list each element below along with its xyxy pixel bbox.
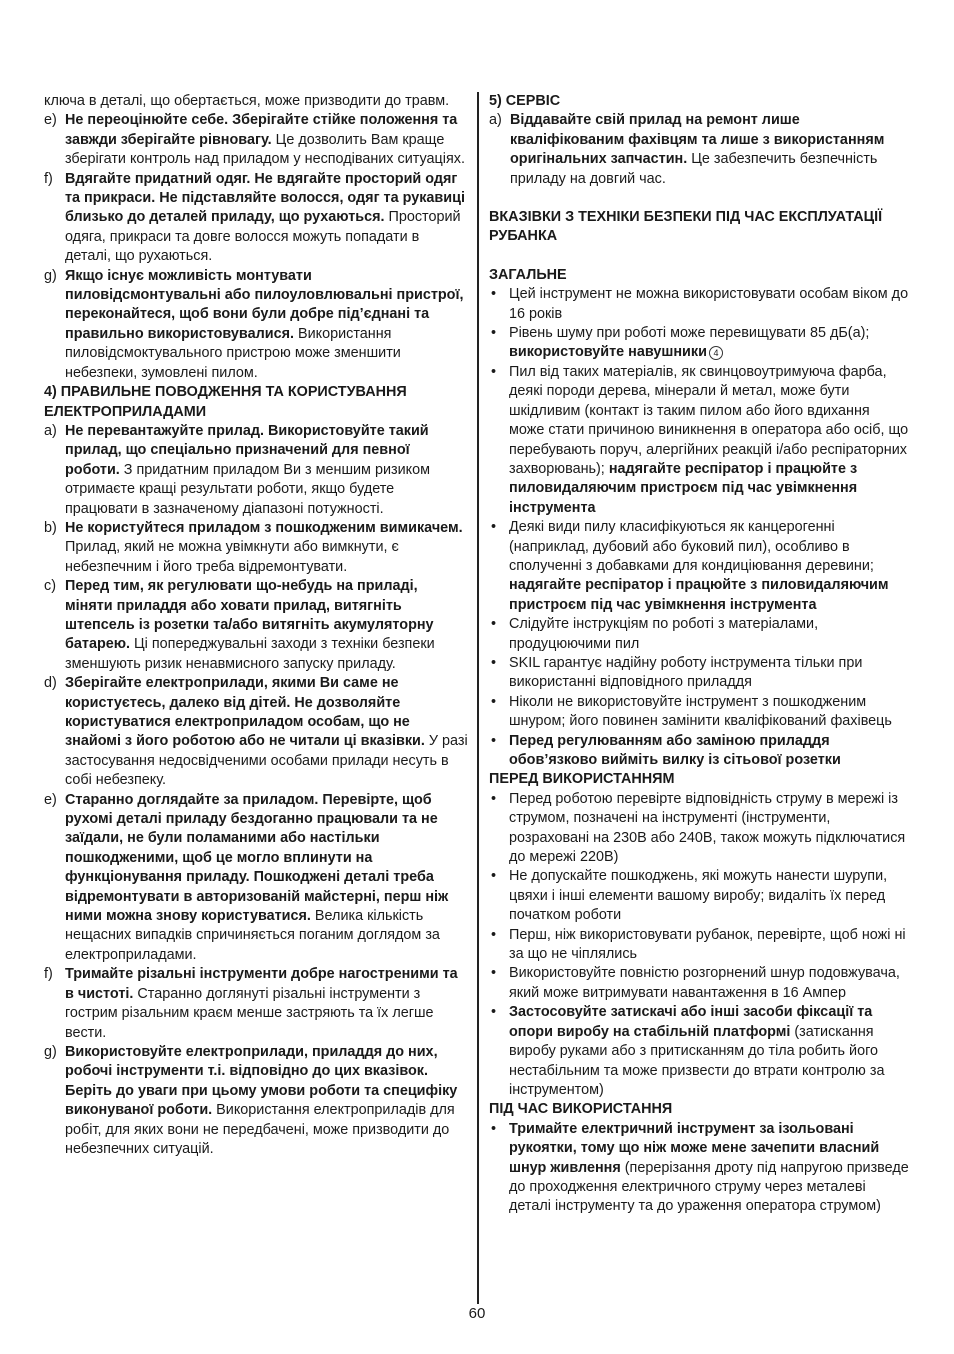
bullet-item: • Використовуйте повністю розгорнений шнур подовжувача, який може витримувати навантаження в 16 Ампер: [491, 965, 900, 1001]
safety-heading: ВКАЗІВКИ З ТЕХНІКИ БЕЗПЕКИ ПІД ЧАС ЕКСПЛУАТАЦІЇ РУБАНКА: [489, 209, 883, 245]
list-item: a) Віддавайте свій прилад на ремонт лише кваліфікованим фахівцям та лише з використанням оригінальних запчастин. Це забезпечить безпечність приладу на довгий час.: [489, 112, 885, 187]
list-item: b) Не користуйтеся приладом з пошкодженим вимикачем. Прилад, який не можна увімкнути або вимкнути, є небезпечним і його треба відремонтувати.: [44, 519, 463, 575]
right-column: [489, 92, 909, 1217]
bullet-item: • Слідуйте інструкціям по роботі з матеріалами, продуцюючими пил: [491, 616, 819, 652]
list-item: g) Використовуйте електроприлади, приладдя до них, робочі інструменти т.і. відповідно до цих вказівок. Беріть до уваги при цьому умови роботи та специфіку виконуваної роботи. Використання електроприладів для робіт, для яких вони не передбачені, може призводити до небезпечних ситуацій.: [44, 1043, 458, 1157]
before-heading: ПЕРЕД ВИКОРИСТАННЯМ: [489, 771, 675, 788]
continuation-text: ключа в деталі, що обертається, може призводити до травм.: [44, 93, 450, 109]
page-number: 60: [468, 1305, 486, 1322]
bullet-item: • Рівень шуму при роботі може перевищувати 85 дБ(а); використовуйте навушники 4: [491, 325, 870, 361]
list-item: f) Вдягайте придатний одяг. Не вдягайте просторий одяг та прикраси. Не підставляйте волосся, одяг та рукавиці близько до деталей приладу, що рухаються. Просторий одяга, прикраси та довге волосся можуть попадати в деталі, що рухаються.: [44, 170, 465, 265]
list-item: e) Старанно доглядайте за приладом. Перевірте, щоб рухомі деталі приладу бездоганно працювали та не заїдали, не були поламаними або настільки пошкодженими, щоб це могло вплинути на функціонування приладу. Пошкоджені деталі треба відремонтувати в авторизованій майстерні, перш ніж ними можна знову користуватися. Велика кількість нещасних випадків спричиняється поганим доглядом за електроприладами.: [44, 791, 449, 963]
bullet-item: • Цей інструмент не можна використовувати особам віком до 16 років: [491, 286, 909, 322]
list-item: g) Якщо існує можливість монтувати пиловідсмонтувальні або пилоуловлювальні пристрої, переконайтеся, щоб вони були добре під’єднані та правильно використовувалися. Використання пиловідсмоктувального пристрою може зменшити небезпеки, зумовлені пилом.: [44, 267, 464, 381]
figure-ref-icon: 4: [709, 346, 723, 360]
general-heading: ЗАГАЛЬНЕ: [489, 266, 567, 283]
bullet-item: • Деякі види пилу класифікуються як канцерогенні (наприклад, дубовий або буковий пил), особливо в сполученні з добавками для кондиціювання деревини; надягайте респіратор і працюйте з пиловидаляючим пристроєм під час увімкнення інструмента: [491, 519, 889, 613]
bullet-item: • Ніколи не використовуйте інструмент з пошкодженим шнуром; його повинен замінити кваліфікований фахівець: [491, 693, 892, 730]
bullet-item: • Застосовуйте затискачі або інші засоби фіксації та опори виробу на стабільній платформі (затискання виробу руками або з притисканням до тіла робить його нестабільним та може призвести до втрати контролю за інструментом): [491, 1004, 885, 1098]
list-item: f) Тримайте різальні інструменти добре нагостреними та в чистоті. Старанно доглянуті різальні інструменти з гострим різальним краєм менше застряють та їх легше вести.: [44, 966, 458, 1041]
bullet-item: • SKIL гарантує надійну роботу інструмента тільки при використанні відповідного приладдя: [491, 654, 863, 691]
bullet-item: • Перед роботою перевірте відповідність струму в мережі із струмом, позначені на інструменті (інструменти, розраховані на 230В або 240В, також можуть підключатися до мережі 220В): [491, 790, 906, 866]
list-item: c) Перед тим, як регулювати що-небудь на приладі, міняти приладдя або ховати прилад, витягніть штепсель із розетки та/або витягніть акумуляторну батарею. Ці попереджувальні заходи з техніки безпеки зменшують ризик ненавмисного запуску приладу.: [44, 578, 435, 672]
bullet-item: • Не допускайте пошкоджень, які можуть нанести шурупи, цвяхи і інші елементи вашому виробу; видаліть їх перед початком роботи: [491, 868, 888, 924]
bullet-item: • Пил від таких матеріалів, як свинцовоутримуюча фарба, деякі породи дерева, мінерали й метал, може бути шкідливим (контакт із таким пилом або його вдихання може стати причиною виникнення в оператора або осіб, що перебувають поруч, алергійних реакцій і/або респіраторних захворювань); надягайте респіратор і працюйте з пиловидаляючим пристроєм під час увімкнення інструмента: [491, 363, 909, 516]
bullet-item: • Тримайте електричний інструмент за ізольовані рукоятки, тому що ніж може мене зачепити власний шнур живлення (перерізання дроту під напругою призведе до проходження електричного струму через металеві деталі інструменту та до ураження оператора струмом): [491, 1120, 909, 1215]
section-heading: 5) СЕРВІС: [489, 93, 561, 109]
list-item: e) Не переоцінюйте себе. Зберігайте стійке положення та завжди зберігайте рівновагу. Це дозволить Вам краще зберігати контроль над приладом у несподіваних ситуаціях.: [44, 112, 465, 168]
bullet-item: • Перш, ніж використовувати рубанок, перевірте, щоб ножі ні за що не чіплялись: [491, 926, 906, 963]
list-item: a) Не перевантажуйте прилад. Використовуйте такий прилад, що спеціально призначений для певної роботи. З придатним приладом Ви з меншим ризиком отримаєте кращі результати роботи, якщо будете працювати в зазначеному діапазоні потужності.: [44, 422, 430, 517]
left-column: [44, 92, 468, 1159]
column-divider: [477, 92, 479, 1304]
list-item: d) Зберігайте електроприлади, якими Ви саме не користуєтесь, далеко від дітей. Не дозволяйте користуватися електроприладом особам, що не знайомі з його роботою або не читали ці вказівки. У разі застосування недосвідченими особами прилади несуть в собі небезпеку.: [44, 675, 468, 789]
section-heading: 4) ПРАВИЛЬНЕ ПОВОДЖЕННЯ ТА КОРИСТУВАННЯ ЕЛЕКТРОПРИЛАДАМИ: [44, 384, 407, 420]
bullet-item: • Перед регулюванням або заміною приладдя обов’язково вийміть вилку із сітьової розетки: [491, 732, 841, 768]
during-heading: ПІД ЧАС ВИКОРИСТАННЯ: [489, 1101, 673, 1118]
